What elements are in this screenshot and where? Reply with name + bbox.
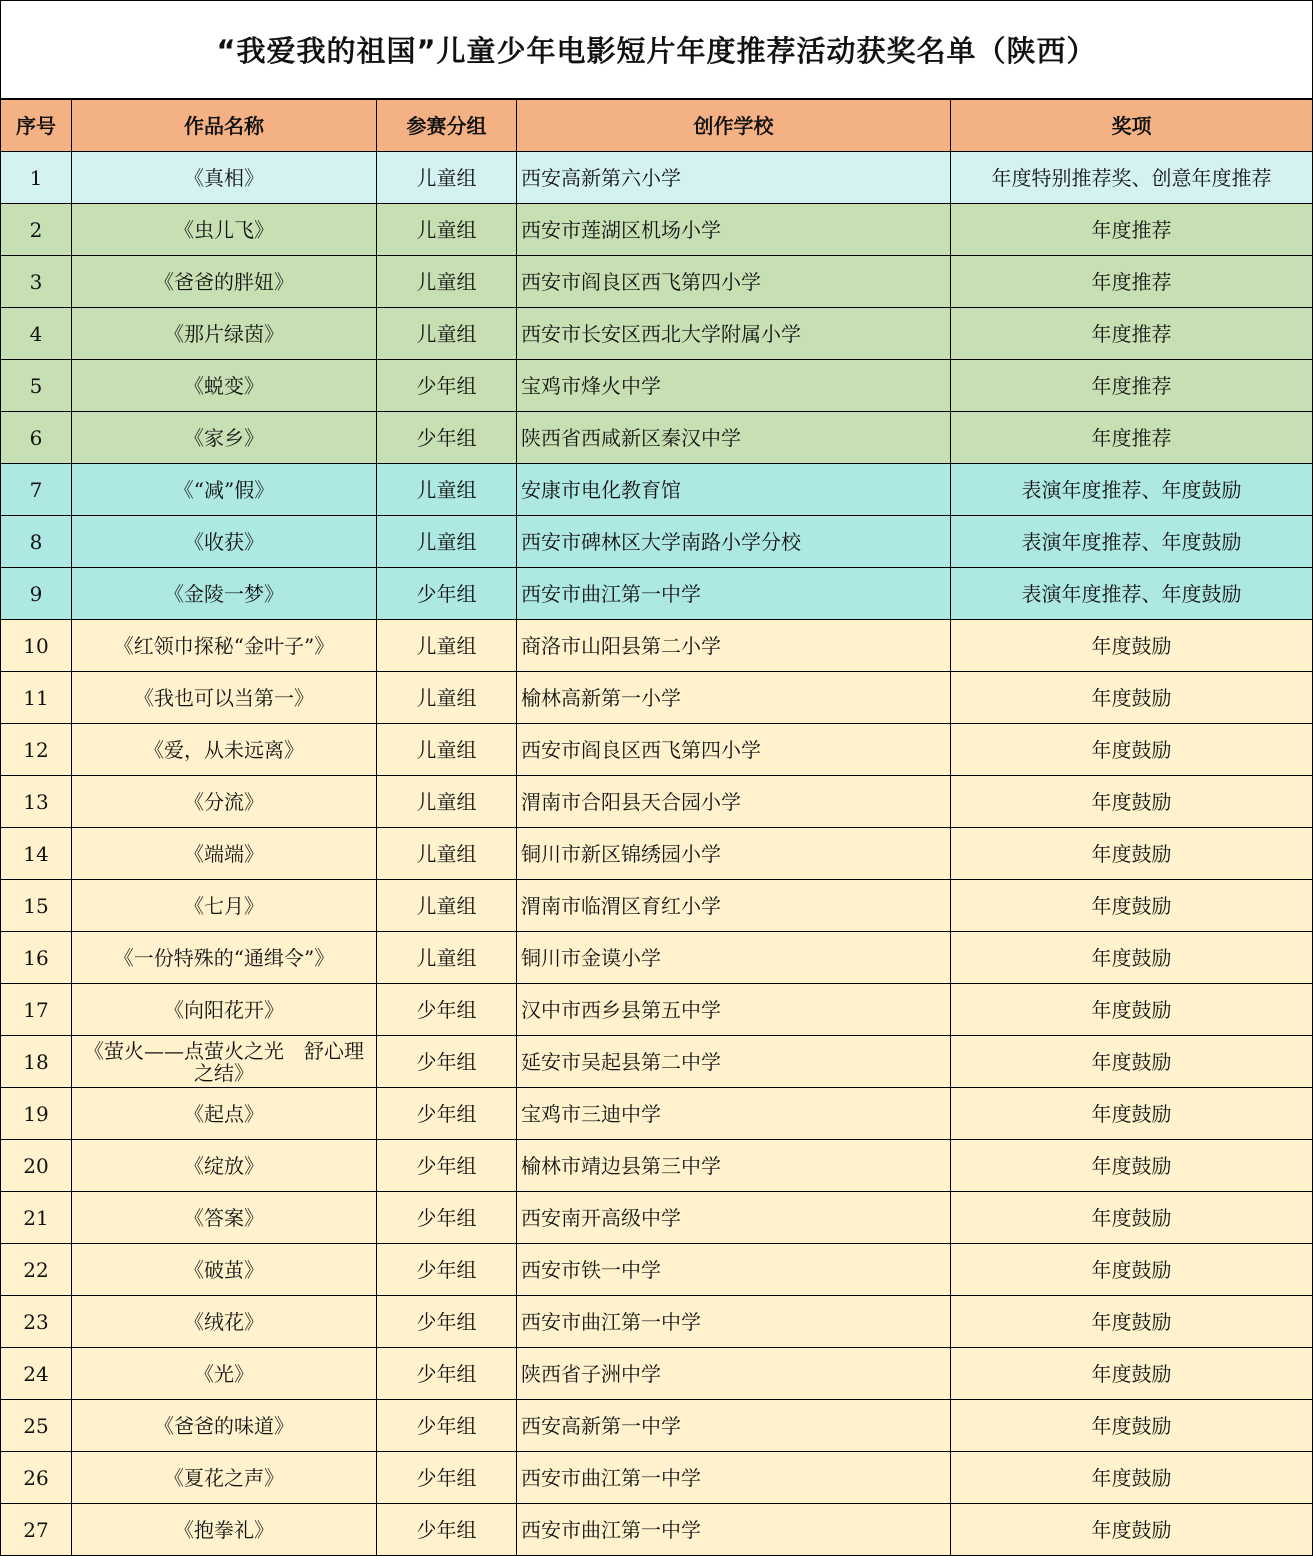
table-row — [1, 1296, 1313, 1348]
cell-number: 6 — [1, 412, 72, 464]
cell-school: 榆林高新第一小学 — [517, 672, 951, 724]
table-row — [1, 828, 1313, 880]
table-row — [1, 1400, 1313, 1452]
cell-work: 《分流》 — [72, 776, 377, 828]
cell-award: 年度鼓励 — [951, 984, 1313, 1036]
cell-number: 26 — [1, 1452, 72, 1504]
cell-school: 商洛市山阳县第二小学 — [517, 620, 951, 672]
cell-number: 5 — [1, 360, 72, 412]
cell-school: 西安市阎良区西飞第四小学 — [517, 256, 951, 308]
table-row — [1, 204, 1313, 256]
cell-work: 《金陵一梦》 — [72, 568, 377, 620]
table-row — [1, 984, 1313, 1036]
cell-school: 延安市吴起县第二中学 — [517, 1036, 951, 1088]
cell-school: 汉中市西乡县第五中学 — [517, 984, 951, 1036]
cell-group: 少年组 — [377, 1296, 517, 1348]
table-row — [1, 1452, 1313, 1504]
cell-work: 《爸爸的味道》 — [72, 1400, 377, 1452]
cell-school: 陕西省子洲中学 — [517, 1348, 951, 1400]
cell-number: 2 — [1, 204, 72, 256]
cell-group: 儿童组 — [377, 880, 517, 932]
cell-award: 年度鼓励 — [951, 1140, 1313, 1192]
cell-work: 《红领巾探秘“金叶子”》 — [72, 620, 377, 672]
cell-work: 《家乡》 — [72, 412, 377, 464]
cell-group: 儿童组 — [377, 152, 517, 204]
table-row — [1, 412, 1313, 464]
cell-group: 少年组 — [377, 1452, 517, 1504]
cell-school: 西安市曲江第一中学 — [517, 568, 951, 620]
cell-award: 年度鼓励 — [951, 932, 1313, 984]
cell-number: 20 — [1, 1140, 72, 1192]
cell-number: 3 — [1, 256, 72, 308]
cell-school: 西安市曲江第一中学 — [517, 1296, 951, 1348]
cell-group: 少年组 — [377, 1504, 517, 1556]
table-row — [1, 1348, 1313, 1400]
table-row — [1, 152, 1313, 204]
cell-award: 年度鼓励 — [951, 1504, 1313, 1556]
cell-award: 年度鼓励 — [951, 1452, 1313, 1504]
cell-award: 年度鼓励 — [951, 1296, 1313, 1348]
table-row — [1, 360, 1313, 412]
cell-school: 西安市曲江第一中学 — [517, 1504, 951, 1556]
cell-group: 少年组 — [377, 568, 517, 620]
cell-group: 少年组 — [377, 412, 517, 464]
cell-school: 铜川市新区锦绣园小学 — [517, 828, 951, 880]
table-row — [1, 1088, 1313, 1140]
table-row — [1, 464, 1313, 516]
cell-number: 27 — [1, 1504, 72, 1556]
cell-school: 宝鸡市三迪中学 — [517, 1088, 951, 1140]
cell-group: 儿童组 — [377, 776, 517, 828]
cell-school: 西安市莲湖区机场小学 — [517, 204, 951, 256]
cell-work: 《收获》 — [72, 516, 377, 568]
cell-number: 1 — [1, 152, 72, 204]
cell-award: 表演年度推荐、年度鼓励 — [951, 516, 1313, 568]
cell-work: 《那片绿茵》 — [72, 308, 377, 360]
cell-group: 儿童组 — [377, 204, 517, 256]
cell-group: 少年组 — [377, 1348, 517, 1400]
cell-number: 13 — [1, 776, 72, 828]
cell-award: 年度特别推荐奖、创意年度推荐 — [951, 152, 1313, 204]
cell-school: 铜川市金谟小学 — [517, 932, 951, 984]
cell-work: 《爸爸的胖妞》 — [72, 256, 377, 308]
cell-award: 年度鼓励 — [951, 880, 1313, 932]
cell-award: 年度鼓励 — [951, 724, 1313, 776]
cell-work: 《萤火——点萤火之光 舒心理之结》 — [72, 1036, 377, 1088]
page-title: “我爱我的祖国”儿童少年电影短片年度推荐活动获奖名单（陕西） — [0, 0, 1313, 98]
cell-school: 渭南市合阳县天合园小学 — [517, 776, 951, 828]
cell-award: 年度鼓励 — [951, 1348, 1313, 1400]
cell-group: 少年组 — [377, 360, 517, 412]
cell-work: 《我也可以当第一》 — [72, 672, 377, 724]
cell-group: 儿童组 — [377, 828, 517, 880]
table-row — [1, 1244, 1313, 1296]
cell-award: 年度鼓励 — [951, 776, 1313, 828]
cell-school: 榆林市靖边县第三中学 — [517, 1140, 951, 1192]
cell-award: 年度鼓励 — [951, 672, 1313, 724]
table-row — [1, 1192, 1313, 1244]
cell-school: 西安高新第一中学 — [517, 1400, 951, 1452]
cell-group: 少年组 — [377, 984, 517, 1036]
cell-school: 西安市阎良区西飞第四小学 — [517, 724, 951, 776]
cell-award: 表演年度推荐、年度鼓励 — [951, 464, 1313, 516]
cell-school: 西安市碑林区大学南路小学分校 — [517, 516, 951, 568]
cell-school: 渭南市临渭区育红小学 — [517, 880, 951, 932]
cell-work: 《虫儿飞》 — [72, 204, 377, 256]
cell-school: 西安南开高级中学 — [517, 1192, 951, 1244]
table-row — [1, 568, 1313, 620]
cell-work: 《破茧》 — [72, 1244, 377, 1296]
cell-number: 9 — [1, 568, 72, 620]
cell-award: 年度鼓励 — [951, 828, 1313, 880]
cell-group: 儿童组 — [377, 308, 517, 360]
cell-number: 22 — [1, 1244, 72, 1296]
cell-number: 8 — [1, 516, 72, 568]
cell-group: 儿童组 — [377, 724, 517, 776]
cell-work: 《绽放》 — [72, 1140, 377, 1192]
cell-number: 18 — [1, 1036, 72, 1088]
cell-award: 年度鼓励 — [951, 1036, 1313, 1088]
cell-award: 年度推荐 — [951, 412, 1313, 464]
cell-award: 年度鼓励 — [951, 1088, 1313, 1140]
cell-work: 《起点》 — [72, 1088, 377, 1140]
column-header-number: 序号 — [1, 99, 72, 152]
table-row — [1, 724, 1313, 776]
cell-work: 《一份特殊的“通缉令”》 — [72, 932, 377, 984]
table-row — [1, 1036, 1313, 1088]
cell-work: 《向阳花开》 — [72, 984, 377, 1036]
table-row — [1, 672, 1313, 724]
cell-award: 年度鼓励 — [951, 1192, 1313, 1244]
cell-work: 《“减”假》 — [72, 464, 377, 516]
cell-number: 15 — [1, 880, 72, 932]
cell-work: 《绒花》 — [72, 1296, 377, 1348]
table-row — [1, 256, 1313, 308]
table-row — [1, 516, 1313, 568]
cell-number: 16 — [1, 932, 72, 984]
cell-work: 《爱，从未远离》 — [72, 724, 377, 776]
award-table — [0, 98, 1313, 1556]
cell-number: 25 — [1, 1400, 72, 1452]
cell-work: 《抱拳礼》 — [72, 1504, 377, 1556]
cell-number: 19 — [1, 1088, 72, 1140]
cell-work: 《真相》 — [72, 152, 377, 204]
cell-number: 4 — [1, 308, 72, 360]
cell-school: 安康市电化教育馆 — [517, 464, 951, 516]
column-header-award: 奖项 — [951, 99, 1313, 152]
cell-award: 年度鼓励 — [951, 1244, 1313, 1296]
column-header-school: 创作学校 — [517, 99, 951, 152]
cell-group: 少年组 — [377, 1244, 517, 1296]
table-row — [1, 308, 1313, 360]
cell-group: 儿童组 — [377, 464, 517, 516]
cell-school: 西安市曲江第一中学 — [517, 1452, 951, 1504]
cell-group: 少年组 — [377, 1192, 517, 1244]
cell-award: 年度推荐 — [951, 308, 1313, 360]
cell-school: 宝鸡市烽火中学 — [517, 360, 951, 412]
cell-number: 17 — [1, 984, 72, 1036]
cell-group: 儿童组 — [377, 516, 517, 568]
table-row — [1, 880, 1313, 932]
cell-school: 陕西省西咸新区秦汉中学 — [517, 412, 951, 464]
table-row — [1, 776, 1313, 828]
cell-award: 年度推荐 — [951, 204, 1313, 256]
column-header-work: 作品名称 — [72, 99, 377, 152]
cell-group: 儿童组 — [377, 672, 517, 724]
cell-number: 23 — [1, 1296, 72, 1348]
cell-number: 24 — [1, 1348, 72, 1400]
cell-award: 年度鼓励 — [951, 620, 1313, 672]
table-body — [1, 152, 1313, 1556]
cell-work: 《光》 — [72, 1348, 377, 1400]
cell-school: 西安高新第六小学 — [517, 152, 951, 204]
cell-work: 《蜕变》 — [72, 360, 377, 412]
cell-group: 儿童组 — [377, 932, 517, 984]
cell-group: 少年组 — [377, 1036, 517, 1088]
cell-school: 西安市铁一中学 — [517, 1244, 951, 1296]
cell-number: 11 — [1, 672, 72, 724]
cell-group: 少年组 — [377, 1400, 517, 1452]
header-row — [1, 99, 1313, 152]
cell-group: 儿童组 — [377, 620, 517, 672]
cell-award: 表演年度推荐、年度鼓励 — [951, 568, 1313, 620]
cell-number: 10 — [1, 620, 72, 672]
cell-work: 《端端》 — [72, 828, 377, 880]
cell-award: 年度推荐 — [951, 256, 1313, 308]
table-row — [1, 932, 1313, 984]
cell-group: 儿童组 — [377, 256, 517, 308]
cell-work: 《答案》 — [72, 1192, 377, 1244]
table-row — [1, 620, 1313, 672]
cell-group: 少年组 — [377, 1088, 517, 1140]
cell-award: 年度推荐 — [951, 360, 1313, 412]
cell-school: 西安市长安区西北大学附属小学 — [517, 308, 951, 360]
table-row — [1, 1504, 1313, 1556]
cell-work: 《七月》 — [72, 880, 377, 932]
cell-award: 年度鼓励 — [951, 1400, 1313, 1452]
column-header-group: 参赛分组 — [377, 99, 517, 152]
cell-work: 《夏花之声》 — [72, 1452, 377, 1504]
cell-number: 7 — [1, 464, 72, 516]
table-row — [1, 1140, 1313, 1192]
cell-number: 12 — [1, 724, 72, 776]
cell-number: 14 — [1, 828, 72, 880]
cell-number: 21 — [1, 1192, 72, 1244]
cell-group: 少年组 — [377, 1140, 517, 1192]
